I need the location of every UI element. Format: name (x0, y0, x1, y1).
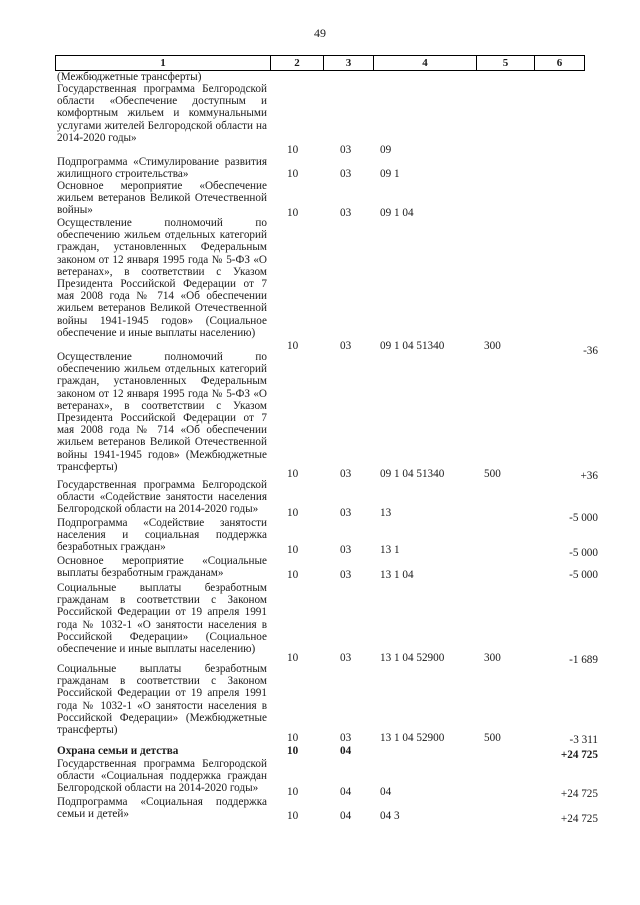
row-subsection-code: 03 (340, 207, 352, 219)
row-section-code: 10 (287, 786, 299, 798)
section-heading: Охрана семьи и детства (57, 745, 179, 757)
row-section-code: 10 (287, 810, 299, 822)
header-col-6: 6 (556, 57, 563, 69)
row-amount: -1 689 (569, 654, 598, 666)
header-col-1: 1 (160, 57, 166, 69)
table-header (55, 55, 585, 71)
row-target-code: 04 (380, 786, 392, 798)
row-expense-type: 300 (484, 340, 501, 352)
row-amount: -5 000 (569, 569, 598, 581)
row-amount: +24 725 (560, 788, 598, 800)
row-section-code: 10 (287, 168, 299, 180)
row-description: Социальные выплаты безработным гражданам в соответствии с Законом Российской Федерации от 19 апреля 1991 года № 1032-1 «О занятости населения в Российской Федерации» (Социальное обеспечение и иные выплаты населению) (57, 582, 267, 656)
row-subsection-code: 03 (340, 652, 352, 664)
row-target-code: 13 (380, 507, 392, 519)
row-amount: +24 725 (560, 813, 598, 825)
row-subsection-code: 03 (340, 340, 352, 352)
row-description: Подпрограмма «Социальная поддержка семьи и детей» (57, 796, 267, 821)
row-target-code: 04 3 (380, 810, 400, 822)
row-description: Основное мероприятие «Обеспечение жильем ветеранов Великой Отечественной войны» (57, 180, 267, 217)
row-subsection-code: 03 (340, 569, 352, 581)
row-description: Подпрограмма «Содействие занятости населения и социальная поддержка безработных граждан» (57, 517, 267, 554)
row-section-code: 10 (287, 732, 299, 744)
row-description: Социальные выплаты безработным гражданам в соответствии с Законом Российской Федерации от 19 апреля 1991 года № 1032-1 «О занятости населения в Российской Федерации» (Межбюджетные трансферты) (57, 663, 267, 737)
row-section-code: 10 (287, 507, 299, 519)
row-subsection-code: 04 (340, 745, 352, 757)
row-section-code: 10 (287, 340, 299, 352)
row-target-code: 13 1 04 52900 (380, 652, 445, 664)
row-expense-type: 300 (484, 652, 501, 664)
header-col-3: 3 (345, 57, 352, 69)
row-description: Государственная программа Белгородской области «Социальная поддержка граждан Белгородской области на 2014-2020 годы» (57, 758, 267, 795)
row-subsection-code: 03 (340, 468, 352, 480)
row-expense-type: 500 (484, 468, 501, 480)
row-description: Основное мероприятие «Социальные выплаты безработным гражданам» (57, 555, 267, 580)
row-description: (Межбюджетные трансферты) (57, 71, 202, 83)
row-subsection-code: 04 (340, 810, 352, 822)
row-section-code: 10 (287, 544, 299, 556)
row-target-code: 09 1 04 51340 (380, 468, 445, 480)
row-amount: +36 (580, 470, 598, 482)
row-subsection-code: 03 (340, 168, 352, 180)
row-section-code: 10 (287, 569, 299, 581)
header-col-2: 2 (294, 57, 300, 69)
row-description: Осуществление полномочий по обеспечению жильем отдельных категорий граждан, установленных Федеральным законом от 12 января 1995 года № 5-ФЗ «О ветеранах», в соответствии с Указом Президента Российской Федерации от 7 мая 2008 года № 714 «Об обеспечении жильем ветеранов Великой Отечественной войны 1941-1945 годов» (Межбюджетные трансферты) (57, 351, 267, 473)
row-target-code: 09 (380, 144, 392, 156)
row-target-code: 09 1 (380, 168, 400, 180)
header-col-4: 4 (422, 57, 428, 69)
row-amount: -5 000 (569, 547, 598, 559)
row-subsection-code: 03 (340, 732, 352, 744)
row-section-code: 10 (287, 207, 299, 219)
row-target-code: 13 1 04 (380, 569, 414, 581)
row-description: Государственная программа Белгородской области «Обеспечение доступным и комфортным жильем и коммунальными услугами жителей Белгородской области на 2014-2020 годы» (57, 83, 267, 144)
row-amount: -5 000 (569, 512, 598, 524)
row-description: Государственная программа Белгородской области «Содействие занятости населения Белгородской области на 2014-2020 годы» (57, 479, 267, 516)
row-description: Подпрограмма «Стимулирование развития жилищного строительства» (57, 156, 267, 181)
row-amount: +24 725 (560, 749, 598, 761)
row-description: Осуществление полномочий по обеспечению жильем отдельных категорий граждан, установленных Федеральным законом от 12 января 1995 года № 5-ФЗ «О ветеранах», в соответствии с Указом Президента Российской Федерации от 7 мая 2008 года № 714 «Об обеспечении жильем ветеранов Великой Отечественной войны 1941-1945 годов» (Социальное обеспечение и иные выплаты населению) (57, 217, 267, 339)
row-target-code: 13 1 (380, 544, 400, 556)
row-subsection-code: 03 (340, 144, 352, 156)
row-expense-type: 500 (484, 732, 501, 744)
row-target-code: 09 1 04 51340 (380, 340, 445, 352)
row-section-code: 10 (287, 468, 299, 480)
row-amount: -3 311 (569, 734, 598, 746)
row-target-code: 13 1 04 52900 (380, 732, 445, 744)
row-subsection-code: 03 (340, 544, 352, 556)
row-target-code: 09 1 04 (380, 207, 414, 219)
row-subsection-code: 04 (340, 786, 352, 798)
row-section-code: 10 (287, 144, 299, 156)
page-number: 49 (314, 26, 326, 40)
row-section-code: 10 (287, 652, 299, 664)
row-section-code: 10 (287, 745, 299, 757)
row-amount: -36 (583, 345, 598, 357)
row-subsection-code: 03 (340, 507, 352, 519)
header-col-5: 5 (502, 57, 509, 69)
